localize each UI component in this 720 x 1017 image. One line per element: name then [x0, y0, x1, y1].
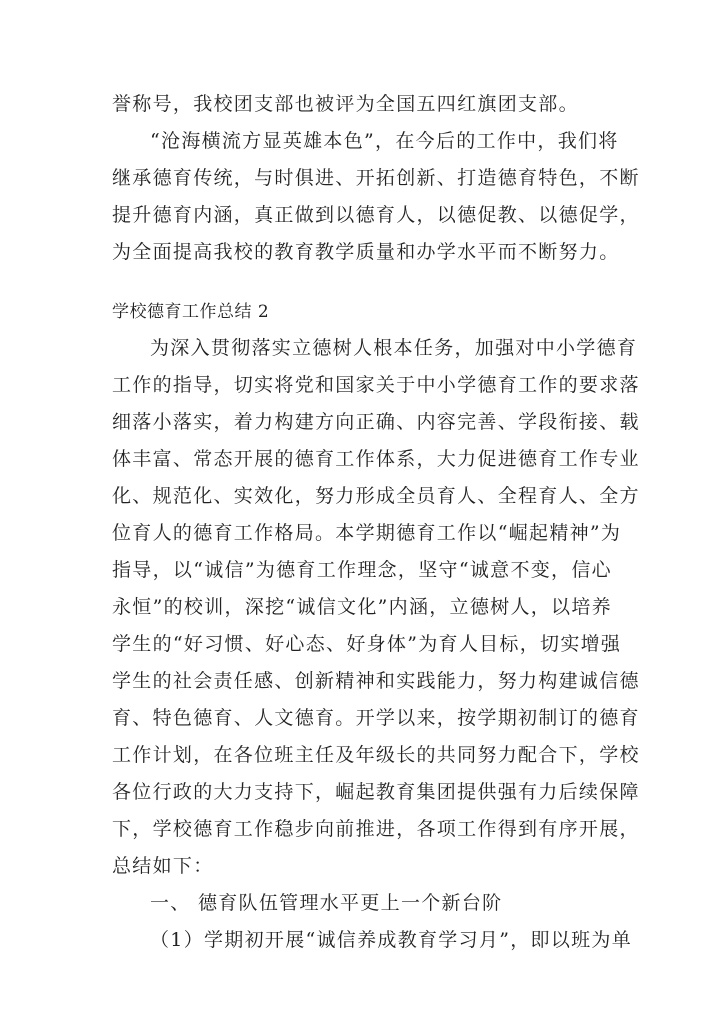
paragraph-line: （1）学期初开展“诚信养成教育学习月”，即以班为单 — [150, 929, 633, 951]
paragraph-line: 体丰富、常态开展的德育工作体系，大力促进德育工作专业 — [112, 448, 640, 470]
paragraph-line: 提升德育内涵，真正做到以德育人，以德促教、以德促学， — [112, 204, 640, 226]
paragraph-line: “沧海横流方显英雄本色”，在今后的工作中，我们将 — [150, 130, 619, 152]
paragraph-line: 下，学校德育工作稳步向前推进，各项工作得到有序开展， — [112, 818, 640, 840]
paragraph-line: 各位行政的大力支持下，崛起教育集团提供强有力后续保障 — [112, 781, 640, 803]
paragraph-line: 誉称号，我校团支部也被评为全国五四红旗团支部。 — [112, 93, 579, 115]
paragraph-line: 永恒”的校训，深挖“诚信文化”内涵，立德树人，以培养 — [112, 596, 612, 618]
paragraph-line: 细落小落实，着力构建方向正确、内容完善、学段衔接、载 — [112, 411, 640, 433]
paragraph-line: 工作计划，在各位班主任及年级长的共同努力配合下，学校 — [112, 744, 640, 766]
paragraph-line: 位育人的德育工作格局。本学期德育工作以“崛起精神”为 — [112, 522, 622, 544]
paragraph-line: 学生的社会责任感、创新精神和实践能力，努力构建诚信德 — [112, 670, 640, 692]
paragraph-line: 化、规范化、实效化，努力形成全员育人、全程育人、全方 — [112, 485, 640, 507]
paragraph-line: 总结如下： — [112, 855, 214, 877]
paragraph-line: 指导，以“诚信”为德育工作理念，坚守“诚意不变，信心 — [112, 559, 612, 581]
paragraph-line: 学生的“好习惯、好心态、好身体”为育人目标，切实增强 — [112, 633, 622, 655]
paragraph-line: 为全面提高我校的教育教学质量和办学水平而不断努力。 — [112, 241, 620, 263]
paragraph-line: 工作的指导，切实将党和国家关于中小学德育工作的要求落 — [112, 374, 640, 396]
paragraph-line: 为深入贯彻落实立德树人根本任务，加强对中小学德育 — [150, 337, 638, 359]
subsection-heading: 一、 德育队伍管理水平更上一个新台阶 — [150, 892, 503, 914]
paragraph-line: 育、特色德育、人文德育。开学以来，按学期初制订的德育 — [112, 707, 640, 729]
paragraph-line: 继承德育传统，与时俱进、开拓创新、打造德育特色，不断 — [112, 167, 640, 189]
section-title: 学校德育工作总结 2 — [112, 302, 270, 322]
